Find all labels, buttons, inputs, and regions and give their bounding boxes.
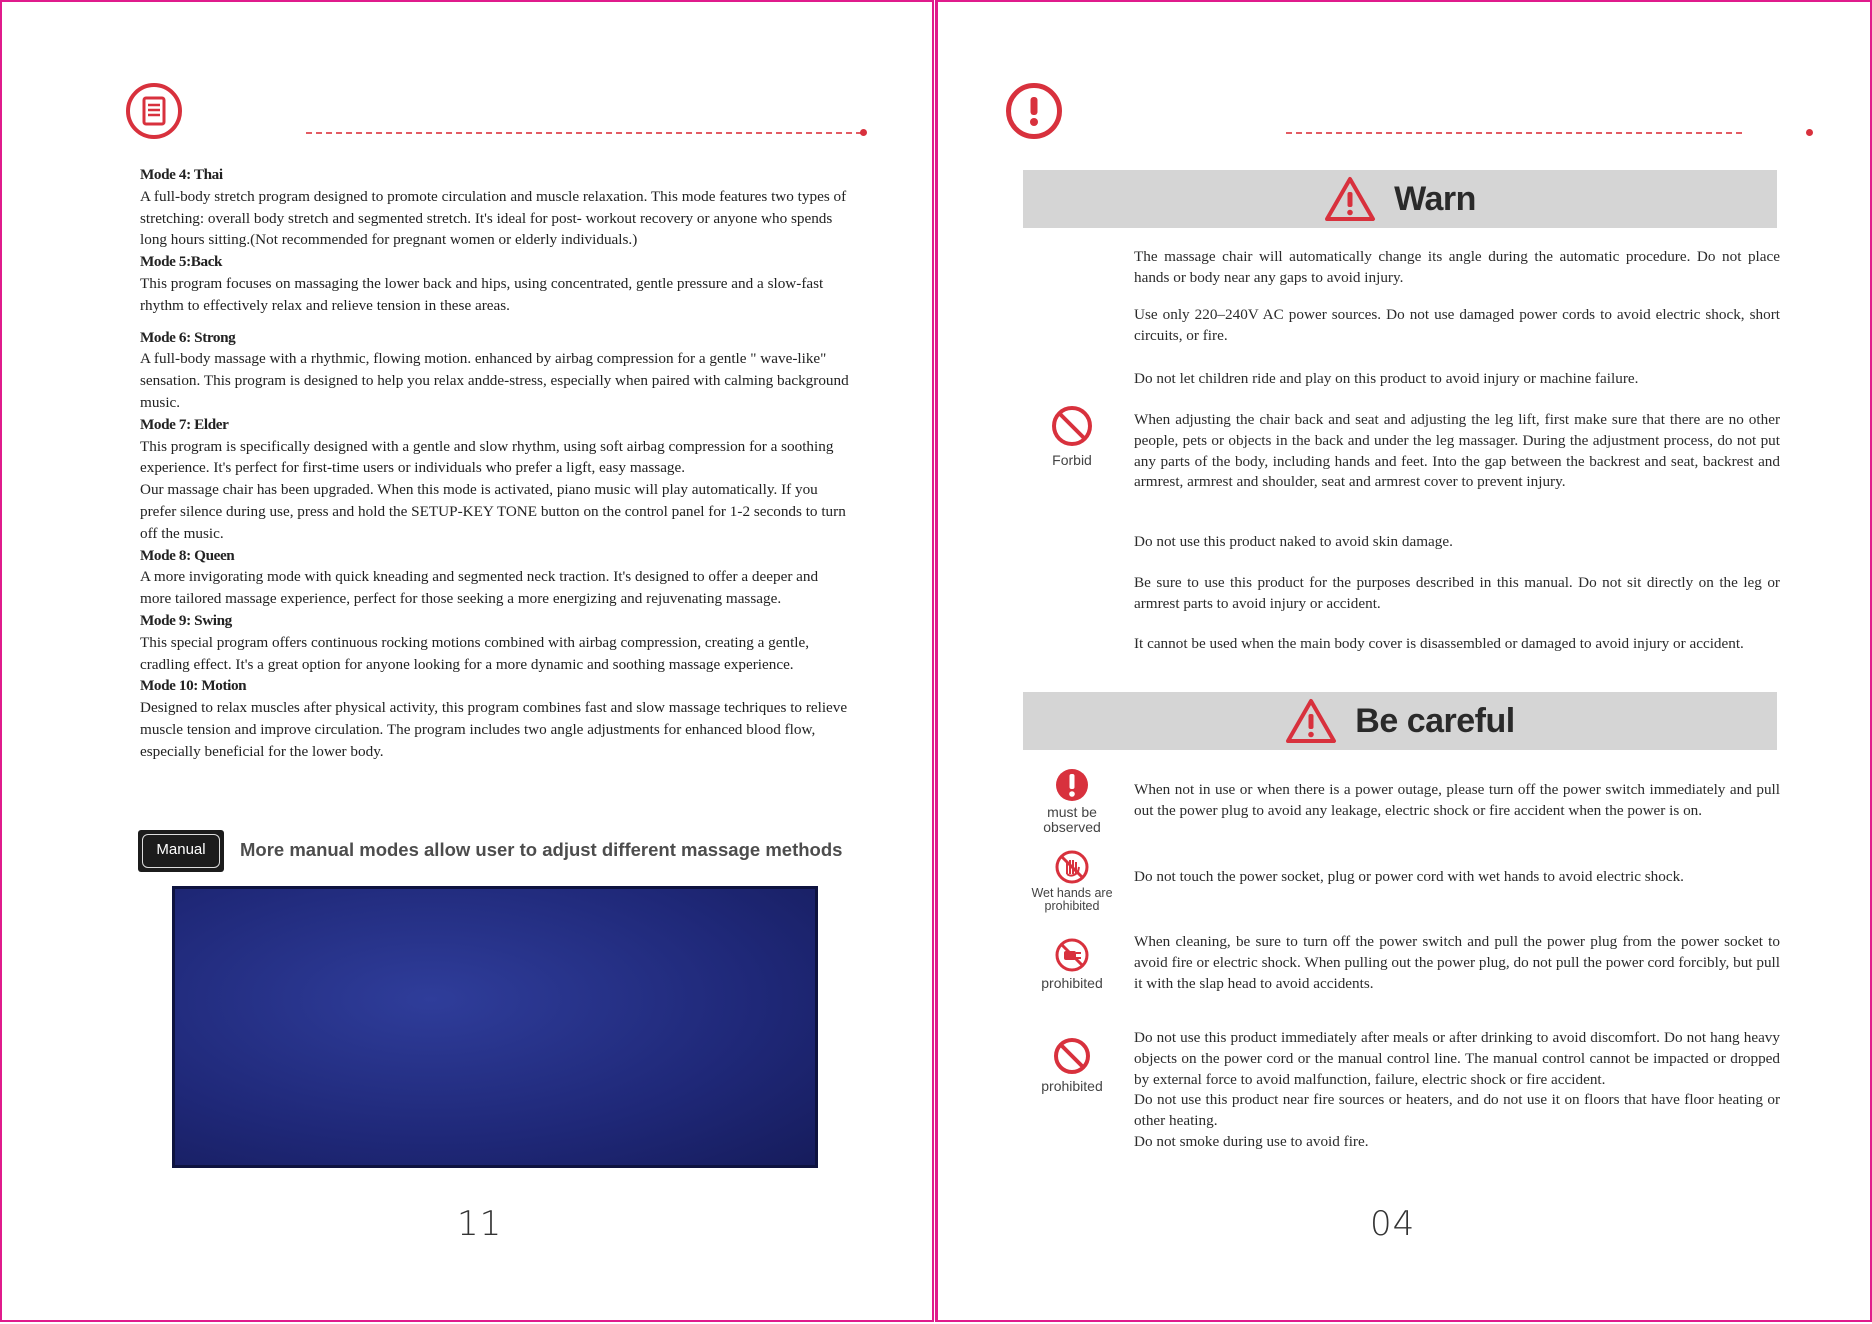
warn-title: Warn (1394, 179, 1476, 218)
header-divider (1286, 132, 1742, 134)
manual-modes-panel (172, 886, 818, 1168)
warn-paragraph: Be sure to use this product for the purposes described in this manual. Do not sit directly on the leg or armrest parts to avoid injury or accident. (1134, 574, 1780, 612)
warning-triangle-icon (1324, 176, 1376, 222)
page-number: 04 (1370, 1204, 1416, 1244)
warn-paragraph: Use only 220–240V AC power sources. Do not use damaged power cords to avoid electric shock, short circuits, or fire. (1134, 306, 1780, 344)
mode-body: This program focuses on massaging the lower back and hips, using concentrated, gentle pressure and a slow-fast rhythm to effectively relax and relieve tension in these areas. (140, 274, 824, 314)
exclamation-icon (1006, 83, 1062, 139)
be-careful-banner (1023, 692, 1777, 750)
icon-label: Wet hands are prohibited (1031, 886, 1113, 913)
icon-label: must be observed (1043, 804, 1101, 835)
prohibition-icon (1050, 404, 1094, 448)
careful-text: Do not smoke during use to avoid fire. (1134, 1132, 1369, 1150)
header-divider-dot (860, 129, 867, 136)
must-observe-icon (1055, 768, 1089, 802)
careful-paragraph: When cleaning, be sure to turn off the power switch and pull the power plug from the power socket to avoid fire or electric shock. When pulling out the power plug, do not pull the power cord forcibly, but pull it with the slap head to avoid accidents. (1134, 933, 1780, 992)
left-page (0, 0, 934, 1322)
careful-paragraph (1134, 1028, 1780, 1153)
be-careful-title: Be careful (1355, 701, 1515, 740)
mode-title: Mode 5:Back (140, 253, 223, 271)
warn-banner (1023, 170, 1777, 228)
mode-descriptions (140, 164, 852, 763)
careful-paragraph: Do not touch the power socket, plug or power cord with wet hands to avoid electric shock. (1134, 868, 1684, 885)
manual-caption: More manual modes allow user to adjust different massage methods (240, 839, 843, 860)
mode-title: Mode 7: Elder (140, 415, 229, 433)
manual-badge (138, 830, 224, 872)
prohibited-sign (1034, 1036, 1110, 1094)
header-divider (306, 132, 862, 134)
mode-body: Designed to relax muscles after physical activity, this program combines fast and slow massage techriques to relieve muscle tension and improve circulation. The program includes two angle adjustments for enhanced blood flow, especially beneficial for the lower body. (140, 699, 848, 760)
prohibited-plug-sign (1034, 937, 1110, 991)
mode-4 (140, 164, 852, 251)
wet-hands-prohibited-sign (1030, 850, 1114, 913)
mode-6 (140, 327, 852, 414)
header-divider-dot (1806, 129, 1813, 136)
careful-paragraph: When not in use or when there is a power outage, please turn off the power switch immediately and pull out the power plug to avoid any leakage, electric shock or fire accident when the power is on. (1134, 781, 1780, 819)
warn-paragraph: Do not use this product naked to avoid skin damage. (1134, 533, 1453, 550)
wet-hand-prohibited-icon (1055, 850, 1089, 884)
icon-label: prohibited (1041, 975, 1103, 991)
mode-body: A more invigorating mode with quick kneading and segmented neck traction. It's designed to offer a deeper and more tailored massage experience, perfect for those seeking a more energizing and rejuvenating massage. (140, 568, 819, 608)
mode-body: A full-body massage with a rhythmic, flowing motion. enhanced by airbag compression for a gentle " wave-like" sensation. This program is designed to help you relax andde-stress, especially when paired with calming background music. (140, 350, 849, 411)
manual-section-header (138, 830, 898, 872)
warn-paragraph: It cannot be used when the main body cover is disassembled or damaged to avoid injury or accident. (1134, 635, 1744, 652)
mode-7 (140, 414, 852, 545)
mode-10 (140, 675, 852, 762)
icon-label: prohibited (1041, 1078, 1103, 1094)
mode-9 (140, 610, 852, 675)
mode-title: Mode 8: Queen (140, 546, 235, 564)
forbid-label: Forbid (1052, 452, 1092, 468)
mode-title: Mode 4: Thai (140, 166, 223, 183)
warn-paragraph: The massage chair will automatically change its angle during the automatic procedure. Do not place hands or body near any gaps to avoid injury. (1134, 248, 1780, 286)
mode-body: This special program offers continuous rocking motions combined with airbag compression, creating a gentle, cradling effect. It's a great option for anyone looking for a more dynamic and soothing massage experience. (140, 633, 810, 673)
mode-title: Mode 9: Swing (140, 611, 232, 629)
manual-badge-label: Manual (142, 834, 220, 868)
right-page (935, 0, 1872, 1322)
must-be-observed-sign (1034, 768, 1110, 835)
mode-body: A full-body stretch program designed to promote circulation and muscle relaxation. This mode features two types of stretching: overall body stretch and segmented stretch. It's ideal for post- workout recovery or anyone who spends long hours sitting.(Not recommended for pregnant women or elderly individuals.) (140, 187, 847, 249)
page-number: 11 (457, 1204, 503, 1244)
prohibited-plug-icon (1054, 937, 1090, 973)
mode-body-note: Our massage chair has been upgraded. When this mode is activated, piano music will play automatically. If you prefer silence during use, press and hold the SETUP-KEY TONE button on the control panel for 1-2 seconds to turn off the music. (140, 481, 846, 542)
mode-title: Mode 10: Motion (140, 677, 247, 695)
warning-triangle-icon (1285, 698, 1337, 744)
mode-title: Mode 6: Strong (140, 328, 236, 346)
prohibition-icon (1052, 1036, 1092, 1076)
document-icon (126, 83, 182, 139)
careful-text: Do not use this product near fire sources or heaters, and do not use it on floors that have floor heating or other heating. (1134, 1091, 1780, 1130)
warn-paragraph: Do not let children ride and play on this product to avoid injury or machine failure. (1134, 370, 1639, 387)
mode-8 (140, 545, 852, 610)
mode-body: This program is specifically designed with a gentle and slow rhythm, using soft airbag compression for a soothing experience. It's perfect for first-time users or individuals who prefer a ligft, easy massage. (140, 437, 834, 477)
careful-text: Do not use this product immediately after meals or after drinking to avoid discomfort. Do not hang heavy objects on the power cord or the manual control line. The manual control cannot be impacted or dropped by external force to avoid malfunction, failure, electric shock or fire accident. (1134, 1029, 1780, 1088)
warn-paragraph: When adjusting the chair back and seat and adjusting the leg lift, first make sure that there are no other people, pets or objects in the back and under the leg massager. During the adjustment process, do not put any parts of the body, including hands and feet. Into the gap between the backrest and seat, backrest and armrest, armrest and shoulder, seat and armrest cover to prevent injury. (1134, 411, 1780, 491)
mode-5 (140, 251, 852, 316)
forbid-sign (1042, 404, 1102, 468)
